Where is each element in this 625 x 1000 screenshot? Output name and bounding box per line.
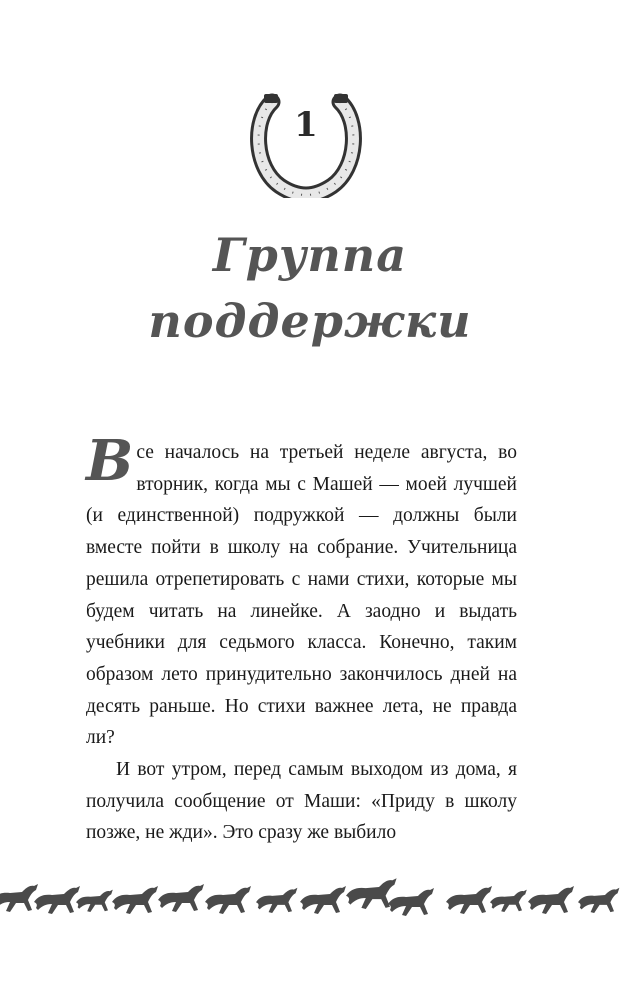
paragraph-1	[86, 428, 517, 754]
chapter-number: 1	[294, 105, 318, 145]
paragraph-2: И вот утром, перед самым выходом из дома, я получила сообщение от Маши: «Приду в школу позже, не жди». Это сразу же выбило	[86, 759, 517, 844]
dropcap: В	[86, 428, 134, 494]
chapter-title-line-1: Группа	[212, 228, 408, 282]
body-text	[86, 428, 517, 849]
chapter-title	[110, 222, 510, 354]
paragraph-1-text: се началось на третьей неделе августа, во вторник, когда мы с Машей — моей лучшей (и единственной) подружкой — должны были вместе пойти в школу на собрание. Учительница решила отрепетировать с нами стихи, которые мы будем читать на линейке. А заодно и выдать учебники для седьмого класса. Конечно, таким образом лето принудительно закончилось дней на десять раньше. Но стихи важнее лета, не правда ли?	[86, 442, 517, 749]
chapter-title-line-2: поддержки	[148, 294, 472, 348]
running-horses-icon	[0, 878, 625, 922]
